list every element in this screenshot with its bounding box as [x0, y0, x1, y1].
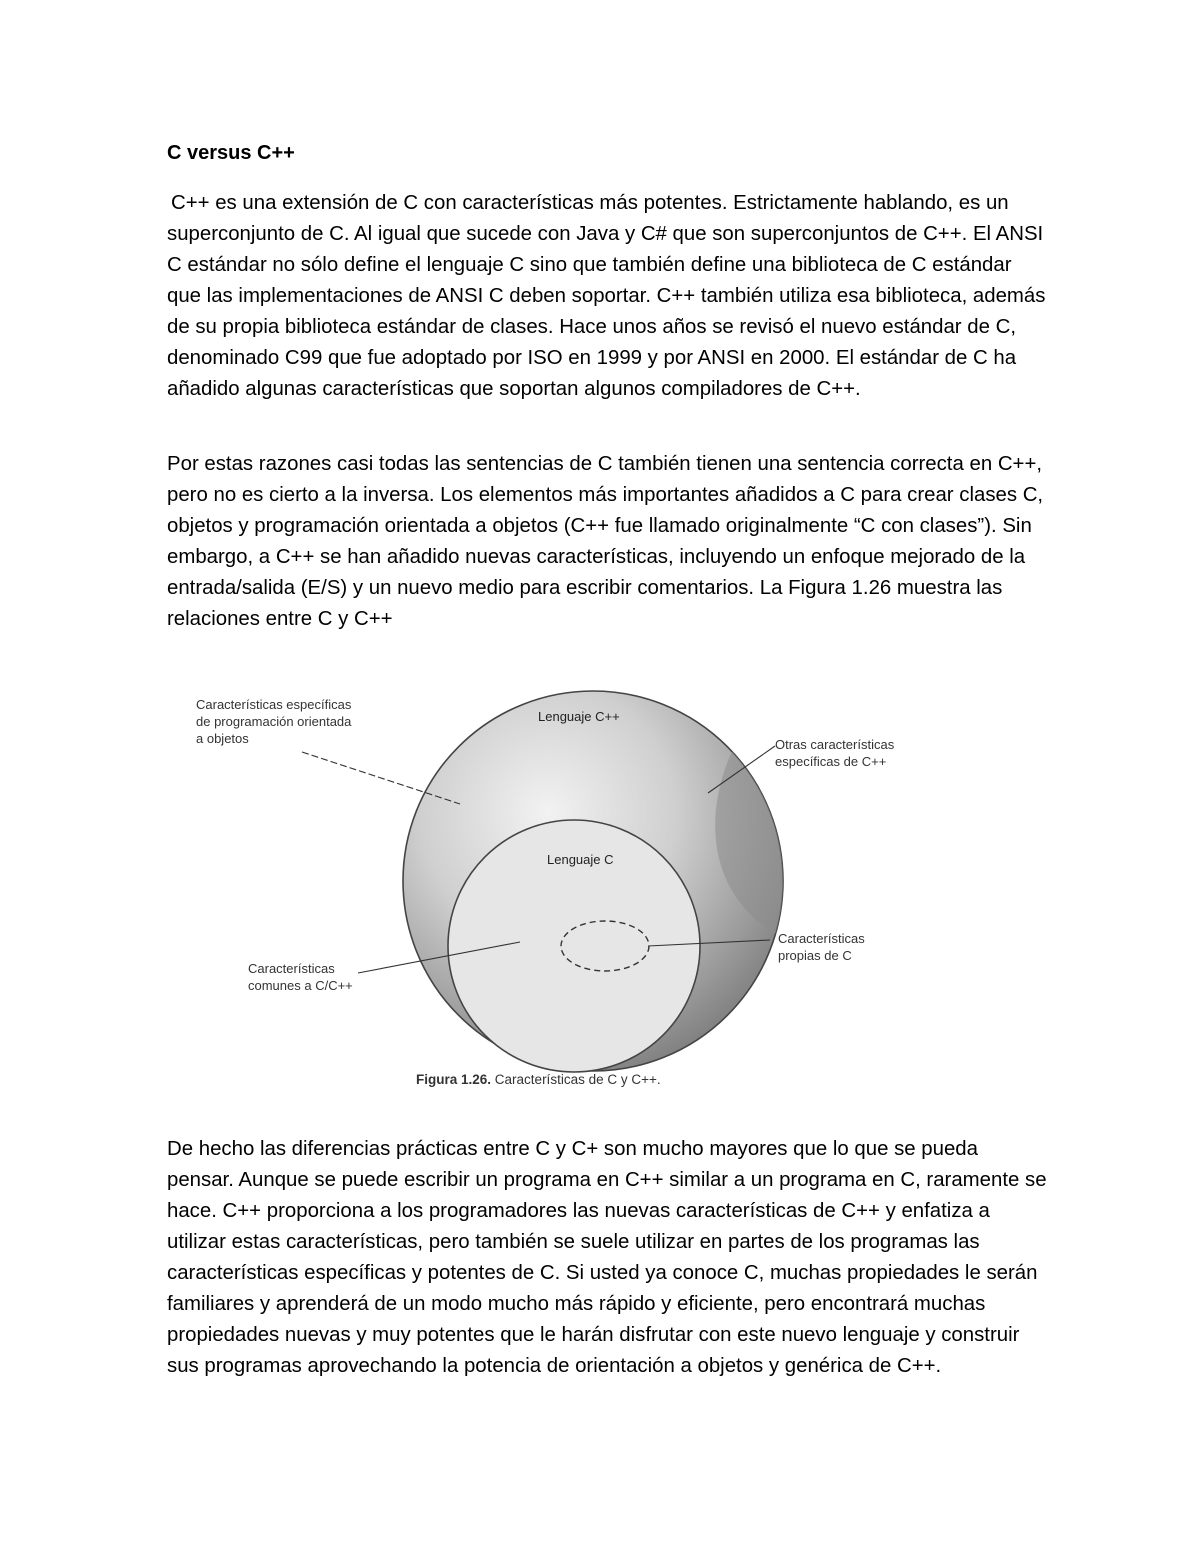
paragraph-intro: C++ es una extensión de C con características más potentes. Estrictamente hablando, es un superconjunto de C. Al igual que sucede con Java y C# que son superconjuntos de C++. El ANSI C estándar no sólo define el lenguaje C sino que también define una biblioteca de C estándar que las implementaciones de ANSI C deben soportar. C++ también utiliza esa biblioteca, además de su propia biblioteca estándar de clases. Hace unos años se revisó el nuevo estándar de C, denominado C99 que fue adoptado por ISO en 1999 y por ANSI en 2000. El estándar de C ha añadido algunas características que soportan algunos compiladores de C++. — [167, 192, 1046, 400]
paragraph-differences: De hecho las diferencias prácticas entre C y C+ son mucho mayores que lo que se pueda pensar. Aunque se puede escribir un programa en C++ similar a un programa en C, raramente se hace. C++ proporciona a los programadores las nuevas características de C++ y enfatiza a utilizar estas características, pero también se suele utilizar en partes de los programas las características específicas y potentes de C. Si usted ya conoce C, muchas propiedades le serán familiares y aprenderá de un modo mucho más rápido y eficiente, pero encontrará muchas propiedades nuevas y muy potentes que le harán disfrutar con este nuevo lenguaje y construir sus programas aprovechando la potencia de orientación a objetos y genérica de C++. — [167, 1138, 1047, 1377]
callout-other-line1: Otras características — [775, 737, 895, 752]
venn-diagram — [180, 676, 920, 1106]
figure-caption-number: Figura 1.26. — [416, 1072, 492, 1087]
callout-common-line1: Características — [248, 961, 335, 976]
cpp-language-label: Lenguaje C++ — [538, 709, 620, 724]
figure-caption — [416, 1072, 661, 1087]
c-language-label: Lenguaje C — [547, 852, 614, 867]
callout-oop-line3: a objetos — [196, 731, 249, 746]
figure-c-vs-cpp — [180, 676, 920, 1106]
callout-oop-line2: de programación orientada — [196, 714, 352, 729]
callout-common-line2: comunes a C/C++ — [248, 978, 353, 993]
section-heading: C versus C++ — [167, 142, 295, 164]
paragraph-relations: Por estas razones casi todas las sentencias de C también tienen una sentencia correcta en C++, pero no es cierto a la inversa. Los elementos más importantes añadidos a C para crear clases C, objetos y programación orientada a objetos (C++ fue llamado originalmente “C con clases”). Sin embargo, a C++ se han añadido nuevas características, incluyendo un enfoque mejorado de la entrada/salida (E/S) y un nuevo medio para escribir comentarios. La Figura 1.26 muestra las relaciones entre C y C++ — [167, 453, 1044, 630]
figure-caption-text: Características de C y C++. — [494, 1072, 661, 1087]
callout-c-own-line2: propias de C — [778, 948, 852, 963]
callout-oop-line1: Características específicas — [196, 697, 352, 712]
callout-other-line2: específicas de C++ — [775, 754, 887, 769]
callout-c-own-line1: Características — [778, 931, 865, 946]
